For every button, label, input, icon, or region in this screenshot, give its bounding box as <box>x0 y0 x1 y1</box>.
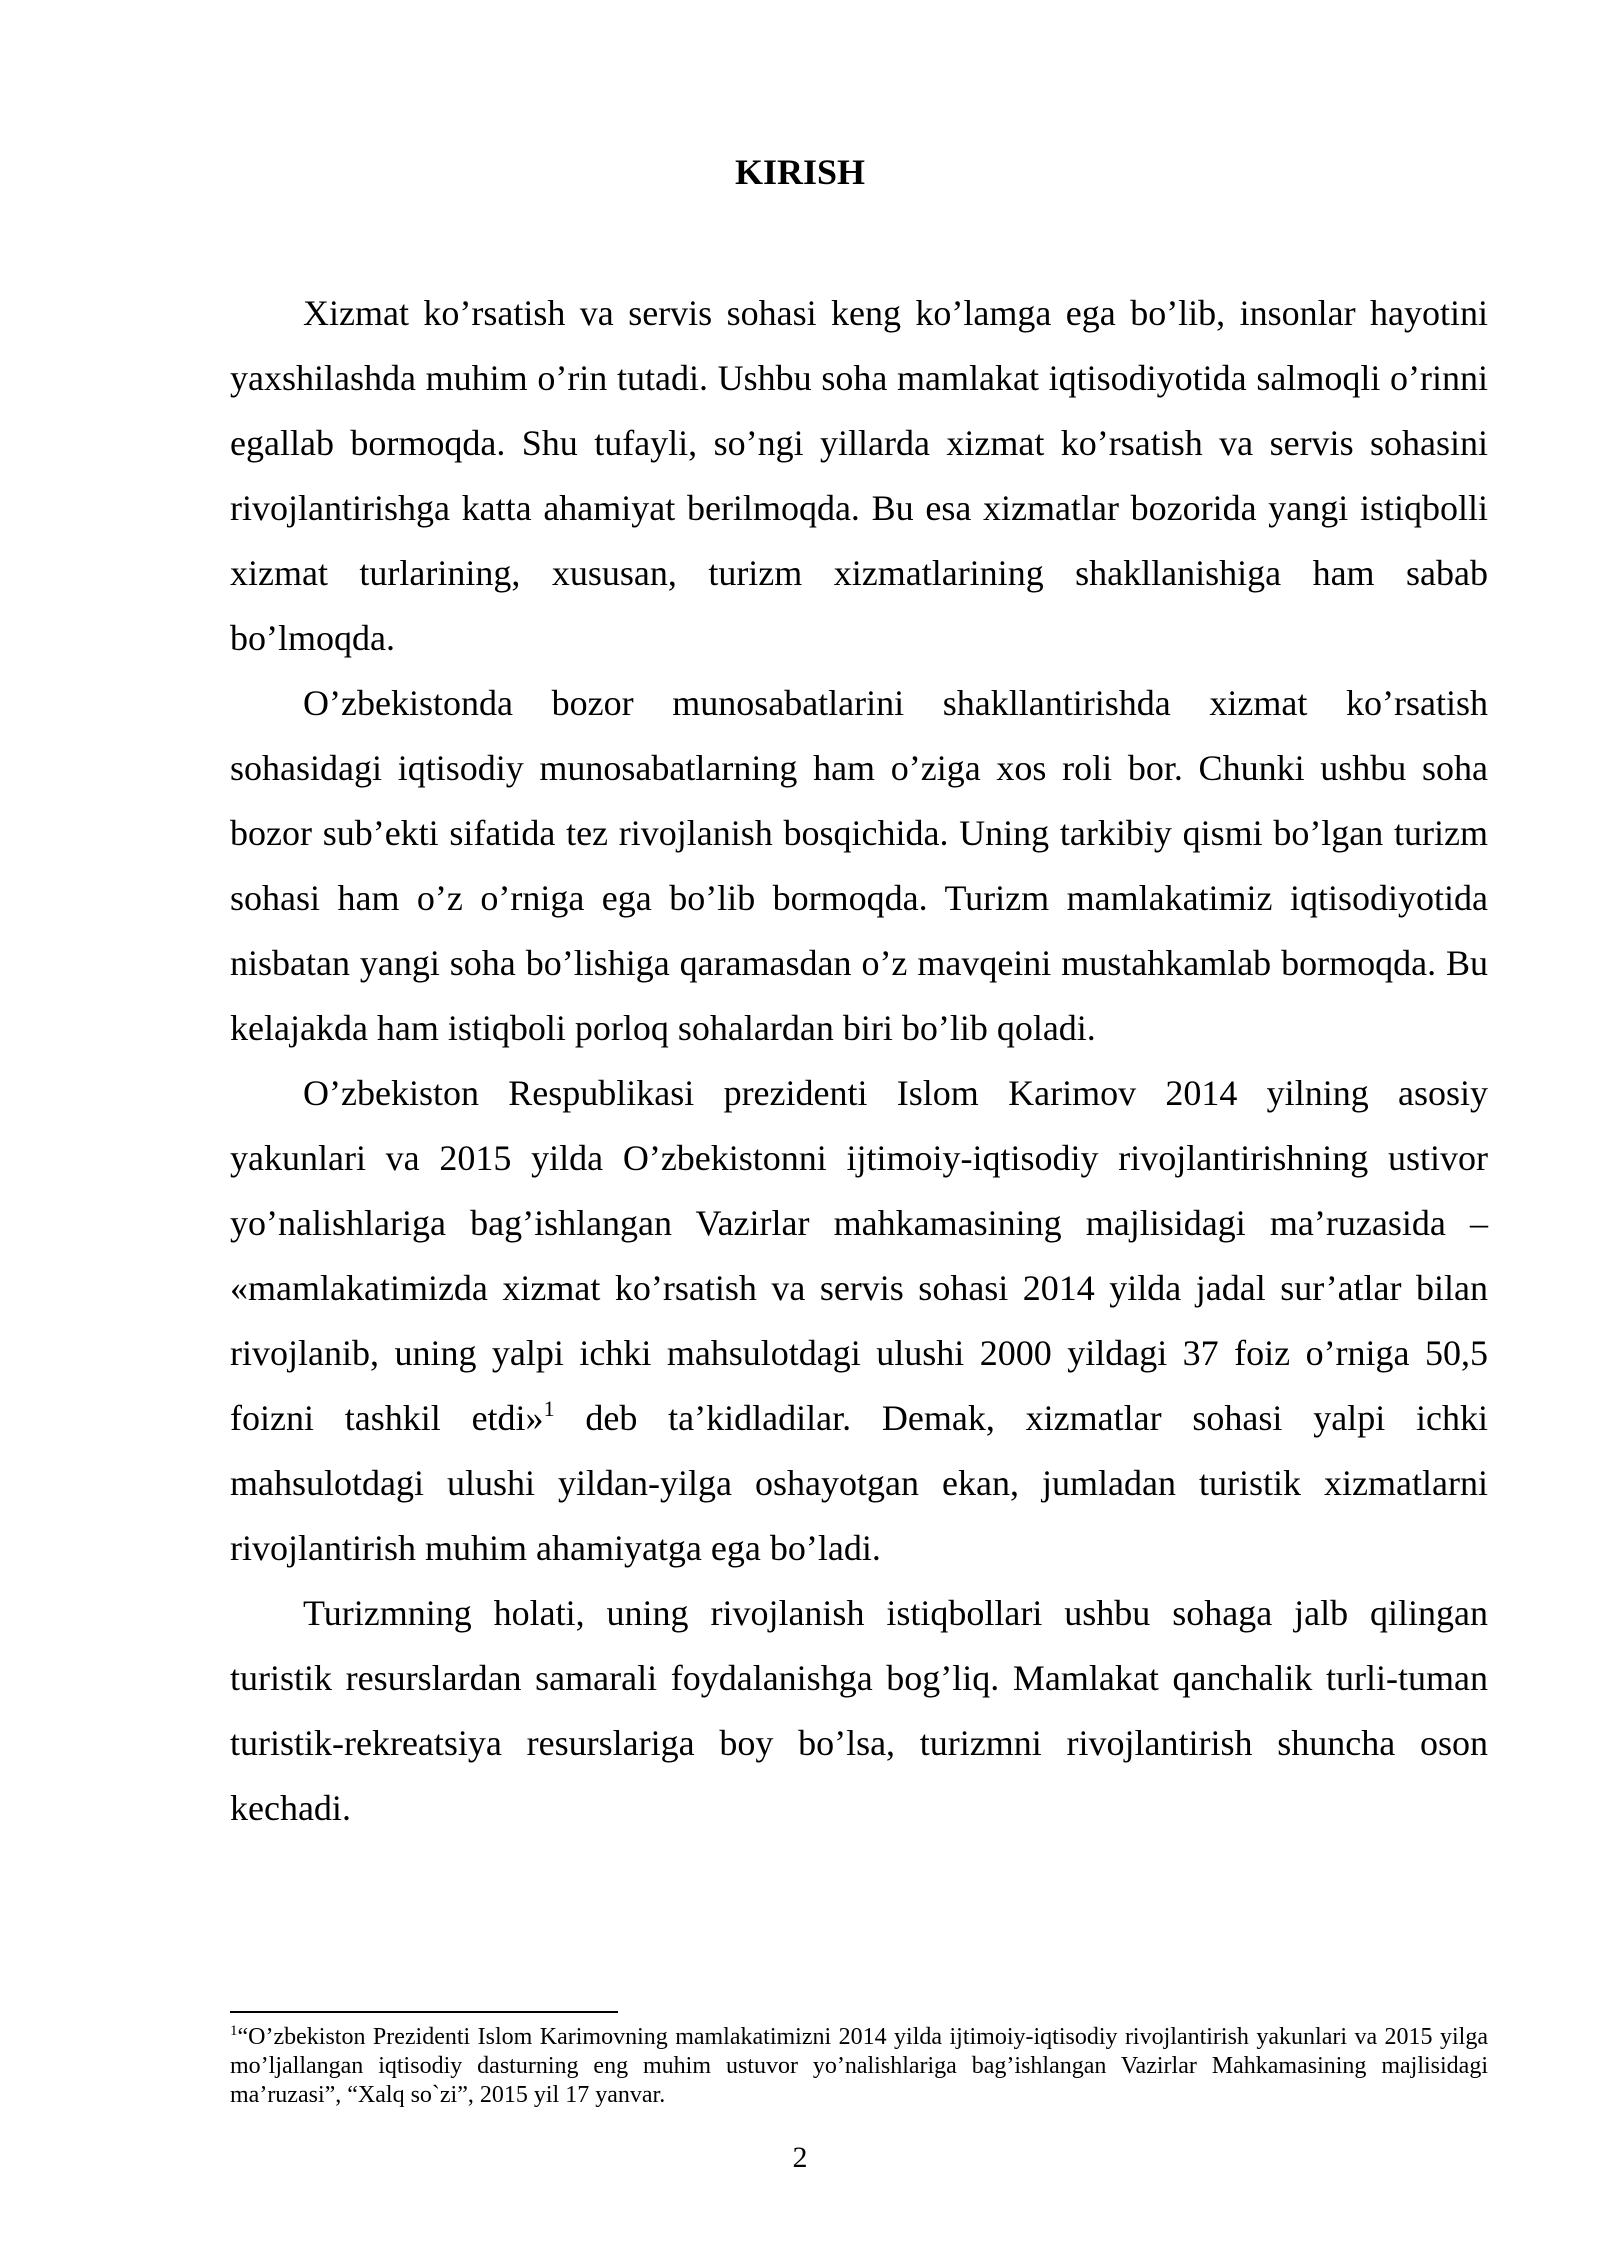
page-title: KIRISH <box>734 152 866 192</box>
paragraph-3 <box>230 1061 1488 1581</box>
paragraph-3-text-before-reference: O’zbekiston Respublikasi prezidenti Islom Karimov 2014 yilning asosiy yakunlari va 2015 yilda O’zbekistonni ijtimoiy-iqtisodiy rivojlantirishning ustivor yo’nalishlariga bag’ishlangan Vazirlar mahkamasining majlisidagi ma’ruzasida – «mamlakatimizda xizmat ko’rsatish va servis sohasi 2014 yilda jadal sur’atlar bilan rivojlanib, uning yalpi ichki mahsulotdagi ulushi 2000 yildagi 37 foiz o’rniga 50,5 foizni tashkil etdi» <box>230 1073 1488 1438</box>
footnote-mark: 1 <box>230 2023 238 2039</box>
footnote-separator <box>230 2011 618 2013</box>
page-number: 2 <box>792 2141 808 2174</box>
paragraph-1: Xizmat ko’rsatish va servis sohasi keng ko’lamga ega bo’lib, insonlar hayotini yaxshilashda muhim o’rin tutadi. Ushbu soha mamlakat iqtisodiyotida salmoqli o’rinni egallab bormoqda. Shu tufayli, so’ngi yillarda xizmat ko’rsatish va servis sohasini rivojlantirishga katta ahamiyat berilmoqda. Bu esa xizmatlar bozorida yangi istiqbolli xizmat turlarining, xususan, turizm xizmatlarining shakllanishiga ham sabab bo’lmoqda. <box>230 293 1488 658</box>
footnote-text: “O’zbekiston Prezidenti Islom Karimovning mamlakatimizni 2014 yilda ijtimoiy-iqtisodiy rivojlantirish yakunlari va 2015 yilga mo’ljallangan iqtisodiy dasturning eng muhim ustuvor yo’nalishlariga bag’ishlangan Vazirlar Mahkamasining majlisidagi ma’ruzasi”, “Xalq so`zi”, 2015 yil 17 yanvar. <box>230 2024 1488 2108</box>
paragraph-3-text-after-reference: deb ta’kidladilar. Demak, xizmatlar sohasi yalpi ichki mahsulotdagi ulushi yildan-yilga oshayotgan ekan, jumladan turistik xizmatlarni rivojlantirish muhim ahamiyatga ega bo’ladi. <box>230 1398 1488 1568</box>
document-body <box>230 281 1488 1841</box>
paragraph-2: O’zbekistonda bozor munosabatlarini shakllantirishda xizmat ko’rsatish sohasidagi iqtisodiy munosabatlarning ham o’ziga xos roli bor. Chunki ushbu soha bozor sub’ekti sifatida tez rivojlanish bosqichida. Uning tarkibiy qismi bo’lgan turizm sohasi ham o’z o’rniga ega bo’lib bormoqda. Turizm mamlakatimiz iqtisodiyotida nisbatan yangi soha bo’lishiga qaramasdan o’z mavqeini mustahkamlab bormoqda. Bu kelajakda ham istiqboli porloq sohalardan biri bo’lib qoladi. <box>230 683 1488 1048</box>
footnote <box>230 2023 1488 2110</box>
footnote-reference-mark[interactable]: 1 <box>543 1396 555 1421</box>
paragraph-4: Turizmning holati, uning rivojlanish istiqbollari ushbu sohaga jalb qilingan turistik resurslardan samarali foydalanishga bog’liq. Mamlakat qanchalik turli-tuman turistik-rekreatsiya resurslariga boy bo’lsa, turizmni rivojlantirish shuncha oson kechadi. <box>230 1593 1488 1828</box>
